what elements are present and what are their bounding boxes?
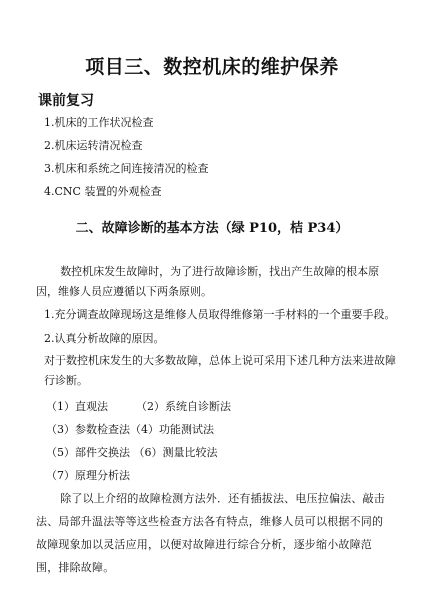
section-title: 二、故障诊断的基本方法（绿 P10，桔 P34） [75,221,349,236]
method-row: （7）原理分析法 [46,469,130,482]
intro-paragraph: 数控机床发生故障时，为了进行故障诊断，找出产生故障的根本原因，维修人员应遵循以下两条原则。 [36,265,380,298]
principle-2: 2.认真分析故障的原因。 [44,332,165,345]
review-list [44,111,209,203]
method-row: （5）部件交换法 （6）测量比较法 [46,446,218,459]
review-heading: 课前复习 [38,93,94,109]
methods-lead: 对于数控机床发生的大多数故障，总体上说可采用下述几种方法来进故障行诊断。 [44,354,396,387]
page-title: 项目三、数控机床的维护保养 [85,56,339,78]
review-item: 1.机床的工作状况检查 [44,116,154,129]
method-row: （1）直观法 （2）系统自诊断法 [46,400,231,413]
review-item: 3.机床和系统之间连接清况的检查 [44,162,209,175]
closing-paragraph: 除了以上介绍的故障检测方法外．还有插拔法、电压拉偏法、敲击法、局部升温法等等这些检查方法各有特点，维修人员可以根据不同的故障现象加以灵活应用，以便对故障进行综合分析，逐步缩小故障范围，排除故障。 [36,492,385,574]
review-item: 4.CNC 装置的外观检查 [44,185,162,198]
methods-list [46,395,231,487]
review-item: 2.机床运转清况检查 [44,139,143,152]
method-row: （3）参数检查法（4）功能测试法 [46,423,214,436]
principle-1: 1.充分调查故障现场这是维修人员取得维修第一手材料的一个重要手段。 [44,308,396,321]
